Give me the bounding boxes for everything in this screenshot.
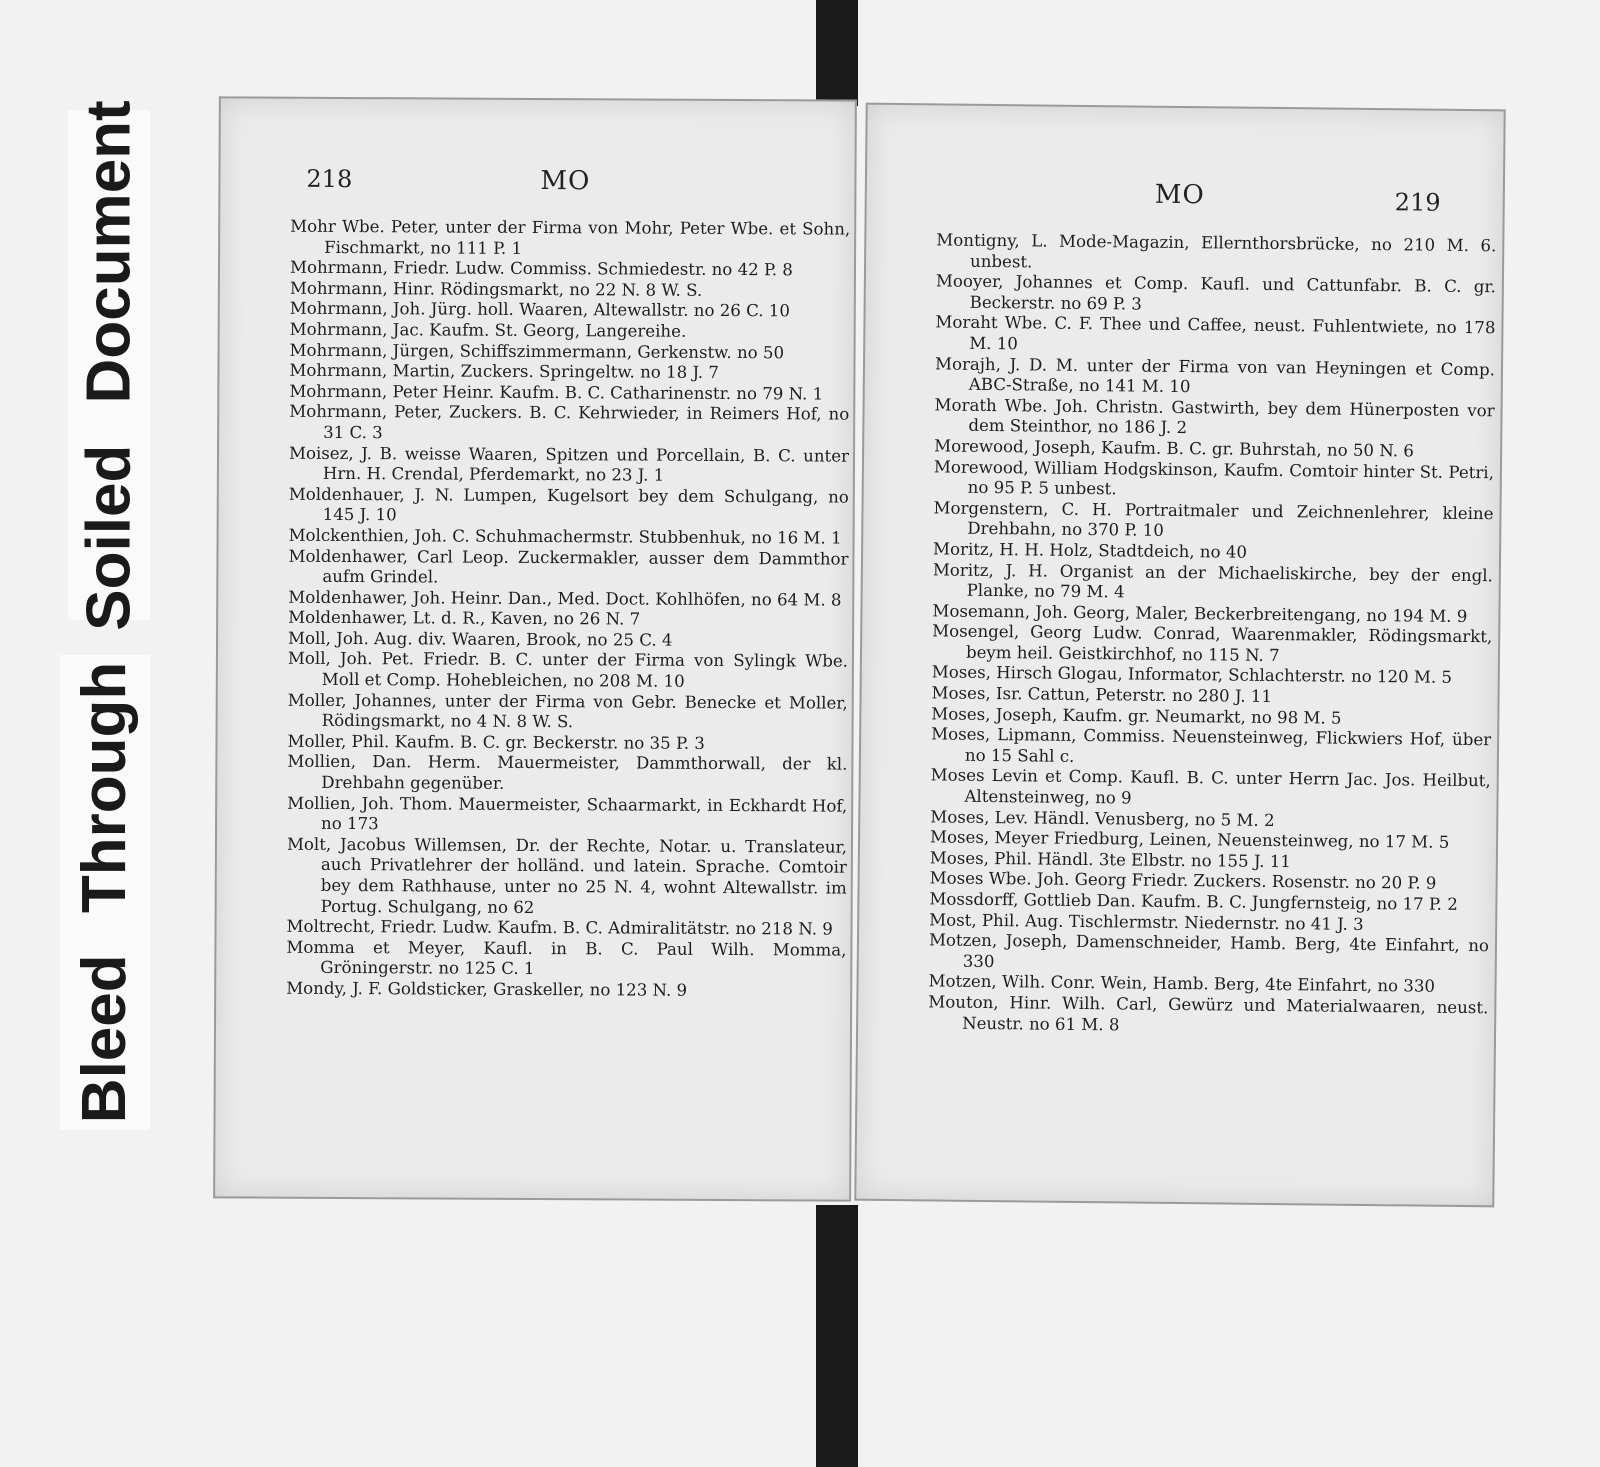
directory-entry: Mossdorff, Gottlieb Dan. Kaufm. B. C. Jungfernsteig, no 17 P. 2	[929, 889, 1458, 914]
directory-entry: Moldenhawer, Lt. d. R., Kaven, no 26 N. 7	[288, 607, 641, 629]
directory-entry: Moses, Meyer Friedburg, Leinen, Neuensteinweg, no 17 M. 5	[929, 827, 1450, 853]
directory-entry: Mosemann, Joh. Georg, Maler, Beckerbreitengang, no 194 M. 9	[932, 601, 1468, 626]
directory-entry: Moses, Lipmann, Commiss. Neuensteinweg, Flickwiers Hof, über no 15 Sahl c.	[931, 724, 1492, 766]
directory-entry: Mooyer, Johannes et Comp. Kaufl. und Cattunfabr. B. C. gr. Beckerstr. no 69 P. 3	[935, 271, 1496, 314]
directory-entry: Moller, Johannes, unter der Firma von Gebr. Benecke et Moller, Rödingsmarkt, no 4 N. 8 W. S.	[287, 690, 848, 732]
page-number: 218	[306, 164, 353, 194]
binding-strap-top	[816, 0, 858, 106]
directory-entry: Mohrmann, Hinr. Rödingsmarkt, no 22 N. 8 W. S.	[289, 278, 703, 300]
directory-entry: Mohrmann, Joh. Jürg. holl. Waaren, Altewallstr. no 26 C. 10	[289, 299, 790, 321]
directory-entry: Moll, Joh. Pet. Friedr. B. C. unter der Firma von Sylingk Wbe. Moll et Comp. Hohebleichen, no 208 M. 10	[287, 649, 848, 691]
directory-entry: Moisez, J. B. weisse Waaren, Spitzen und Porcellain, B. C. unter Hrn. H. Crendal, Pferdemarkt, no 23 J. 1	[288, 443, 850, 485]
directory-entry: Mohrmann, Martin, Zuckers. Springeltw. no 18 J. 7	[289, 360, 719, 383]
directory-entry: Moses, Joseph, Kaufm. gr. Neumarkt, no 98 M. 5	[931, 704, 1342, 728]
directory-entry: Most, Phil. Aug. Tischlermstr. Niedernstr. no 41 J. 3	[929, 909, 1364, 934]
directory-entry: Mouton, Hinr. Wilh. Carl, Gewürz und Materialwaaren, neust. Neustr. no 61 M. 8	[928, 992, 1489, 1034]
directory-entry: Moritz, H. H. Holz, Stadtdeich, no 40	[932, 539, 1248, 562]
directory-entry: Moraht Wbe. C. F. Thee und Caffee, neust. Fuhlentwiete, no 178 M. 10	[935, 312, 1496, 354]
directory-entries	[928, 230, 1496, 1039]
directory-entry: Moltrecht, Friedr. Ludw. Kaufm. B. C. Admiralitätstr. no 218 N. 9	[286, 916, 833, 939]
directory-entries	[286, 217, 850, 1002]
soiled-document-text: Soiled Document	[74, 99, 144, 631]
page-number: 219	[1394, 188, 1441, 217]
directory-entry: Montigny, L. Mode-Magazin, Ellernthorsbrücke, no 210 M. 6. unbest.	[936, 230, 1497, 272]
directory-entry: Mohrmann, Friedr. Ludw. Commiss. Schmiedestr. no 42 P. 8	[289, 257, 793, 280]
left-page	[213, 96, 857, 1201]
directory-entry: Moritz, J. H. Organist an der Michaeliskirche, bey der engl. Planke, no 79 M. 4	[932, 559, 1493, 602]
binding-strap-bottom	[816, 1205, 858, 1467]
directory-entry: Motzen, Joseph, Damenschneider, Hamb. Berg, 4te Einfahrt, no 330	[928, 930, 1490, 971]
directory-entry: Moll, Joh. Aug. div. Waaren, Brook, no 25 C. 4	[288, 628, 673, 650]
directory-entry: Moses, Lev. Händl. Venusberg, no 5 M. 2	[930, 807, 1275, 830]
directory-entry: Moldenhauer, J. N. Lumpen, Kugelsort bey dem Schulgang, no 145 J. 10	[288, 484, 849, 525]
directory-entry: Momma et Meyer, Kaufl. in B. C. Paul Wilh. Momma, Gröningerstr. no 125 C. 1	[286, 937, 847, 979]
directory-entry: Morewood, William Hodgskinson, Kaufm. Comtoir hinter St. Petri, no 95 P. 5 unbest.	[933, 456, 1495, 499]
directory-entry: Mollien, Joh. Thom. Mauermeister, Schaarmarkt, in Eckhardt Hof, no 173	[287, 793, 848, 834]
right-page	[854, 103, 1505, 1208]
directory-entry: Mohrmann, Peter, Zuckers. B. C. Kehrwieder, in Reimers Hof, no 31 C. 3	[289, 402, 850, 443]
directory-entry: Molt, Jacobus Willemsen, Dr. der Rechte, Notar. u. Translateur, auch Privatlehrer der holländ. und latein. Sprache. Comtoir bey dem Rathhause, unter no 25 N. 4, wohnt Altewallstr. im Portug. Schulgang, no 62	[286, 834, 848, 917]
directory-entry: Morath Wbe. Joh. Christn. Gastwirth, bey dem Hünerposten vor dem Steinthor, no 186 J. 2	[934, 395, 1495, 438]
directory-entry: Motzen, Wilh. Conr. Wein, Hamb. Berg, 4te Einfahrt, no 330	[928, 971, 1436, 997]
directory-entry: Mohrmann, Peter Heinr. Kaufm. B. C. Catharinenstr. no 79 N. 1	[289, 381, 824, 404]
directory-entry: Mondy, J. F. Goldsticker, Graskeller, no 123 N. 9	[286, 978, 688, 1000]
directory-entry: Mohrmann, Jac. Kaufm. St. Georg, Langereihe.	[289, 319, 687, 341]
directory-entry: Mohrmann, Jürgen, Schiffszimmermann, Gerkenstw. no 50	[289, 340, 785, 362]
directory-entry: Moses, Phil. Händl. 3te Elbstr. no 155 J. 11	[929, 848, 1292, 871]
directory-entry: Moses Wbe. Joh. Georg Friedr. Zuckers. Rosenstr. no 20 P. 9	[929, 868, 1437, 894]
bleed-through-label	[60, 655, 150, 1130]
page-header: MO	[1154, 179, 1205, 211]
directory-entry: Mohr Wbe. Peter, unter der Firma von Mohr, Peter Wbe. et Sohn, Fischmarkt, no 111 P. 1	[290, 216, 851, 258]
directory-entry: Molckenthien, Joh. C. Schuhmachermstr. Stubbenhuk, no 16 M. 1	[288, 525, 842, 548]
directory-entry: Morewood, Joseph, Kaufm. B. C. gr. Buhrstah, no 50 N. 6	[934, 436, 1414, 461]
directory-entry: Moller, Phil. Kaufm. B. C. gr. Beckerstr. no 35 P. 3	[287, 731, 705, 753]
directory-entry: Moses, Hirsch Glogau, Informator, Schlachterstr. no 120 M. 5	[931, 662, 1453, 688]
bleed-through-text: Bleed Through	[70, 661, 140, 1124]
directory-entry: Mosengel, Georg Ludw. Conrad, Waarenmakler, Rödingsmarkt, beym heil. Geistkirchhof, no 115 N. 7	[932, 621, 1493, 665]
page-header: MO	[540, 166, 591, 197]
directory-entry: Moses Levin et Comp. Kaufl. B. C. unter Herrn Jac. Jos. Heilbut, Altensteinweg, no 9	[930, 765, 1491, 808]
directory-entry: Morajh, J. D. M. unter der Firma von van Heyningen et Comp. ABC-Straße, no 141 M. 10	[934, 353, 1496, 397]
directory-entry: Moldenhawer, Joh. Heinr. Dan., Med. Doct. Kohlhöfen, no 64 M. 8	[288, 587, 842, 610]
directory-entry: Mollien, Dan. Herm. Mauermeister, Dammthorwall, der kl. Drehbahn gegenüber.	[287, 752, 848, 793]
directory-entry: Moses, Isr. Cattun, Peterstr. no 280 J. 11	[931, 683, 1273, 707]
soiled-document-label	[68, 99, 150, 631]
directory-entry: Moldenhawer, Carl Leop. Zuckermakler, ausser dem Dammthor aufm Grindel.	[288, 546, 849, 587]
directory-entry: Morgenstern, C. H. Portraitmaler und Zeichnenlehrer, kleine Drehbahn, no 370 P. 10	[933, 498, 1494, 541]
